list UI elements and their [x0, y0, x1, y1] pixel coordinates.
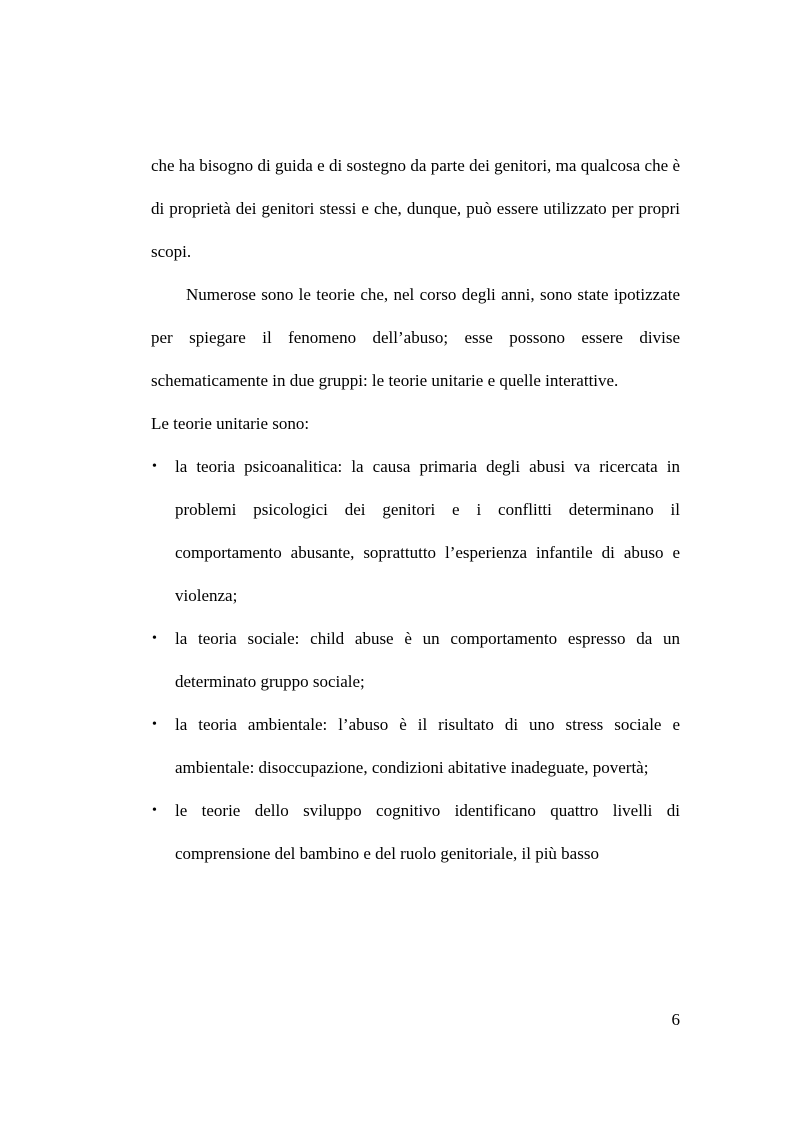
list-item — [151, 703, 680, 789]
bullet-icon: • — [152, 717, 157, 732]
list-item-text: la teoria sociale: child abuse è un comportamento espresso da un determinato gruppo sociale; — [175, 629, 680, 691]
body-text — [151, 144, 680, 875]
bullet-icon: • — [152, 803, 157, 818]
page-number: 6 — [671, 1010, 680, 1029]
list-item-text: le teorie dello sviluppo cognitivo identificano quattro livelli di comprensione del bambino e del ruolo genitoriale, il più basso — [175, 801, 680, 863]
paragraph-unitary-theories-heading: Le teorie unitarie sono: — [151, 414, 310, 433]
bullet-icon: • — [152, 459, 157, 474]
unitary-theories-list — [151, 445, 680, 875]
bullet-icon: • — [152, 631, 157, 646]
list-item — [151, 789, 680, 875]
list-item-text: la teoria ambientale: l’abuso è il risultato di uno stress sociale e ambientale: disoccupazione, condizioni abitative inadeguate, povertà; — [175, 715, 680, 777]
paragraph-continuation: che ha bisogno di guida e di sostegno da parte dei genitori, ma qualcosa che è di proprietà dei genitori stessi e che, dunque, può essere utilizzato per propri scopi. — [151, 156, 680, 261]
list-item-text: la teoria psicoanalitica: la causa primaria degli abusi va ricercata in problemi psicologici dei genitori e i conflitti determinano il comportamento abusante, soprattutto l’esperienza infantile di abuso e violenza; — [175, 457, 680, 605]
paragraph-theories-intro: Numerose sono le teorie che, nel corso degli anni, sono state ipotizzate per spiegare il fenomeno dell’abuso; esse possono essere divise schematicamente in due gruppi: le teorie unitarie e quelle interattive. — [151, 285, 680, 390]
list-item — [151, 617, 680, 703]
list-item — [151, 445, 680, 617]
